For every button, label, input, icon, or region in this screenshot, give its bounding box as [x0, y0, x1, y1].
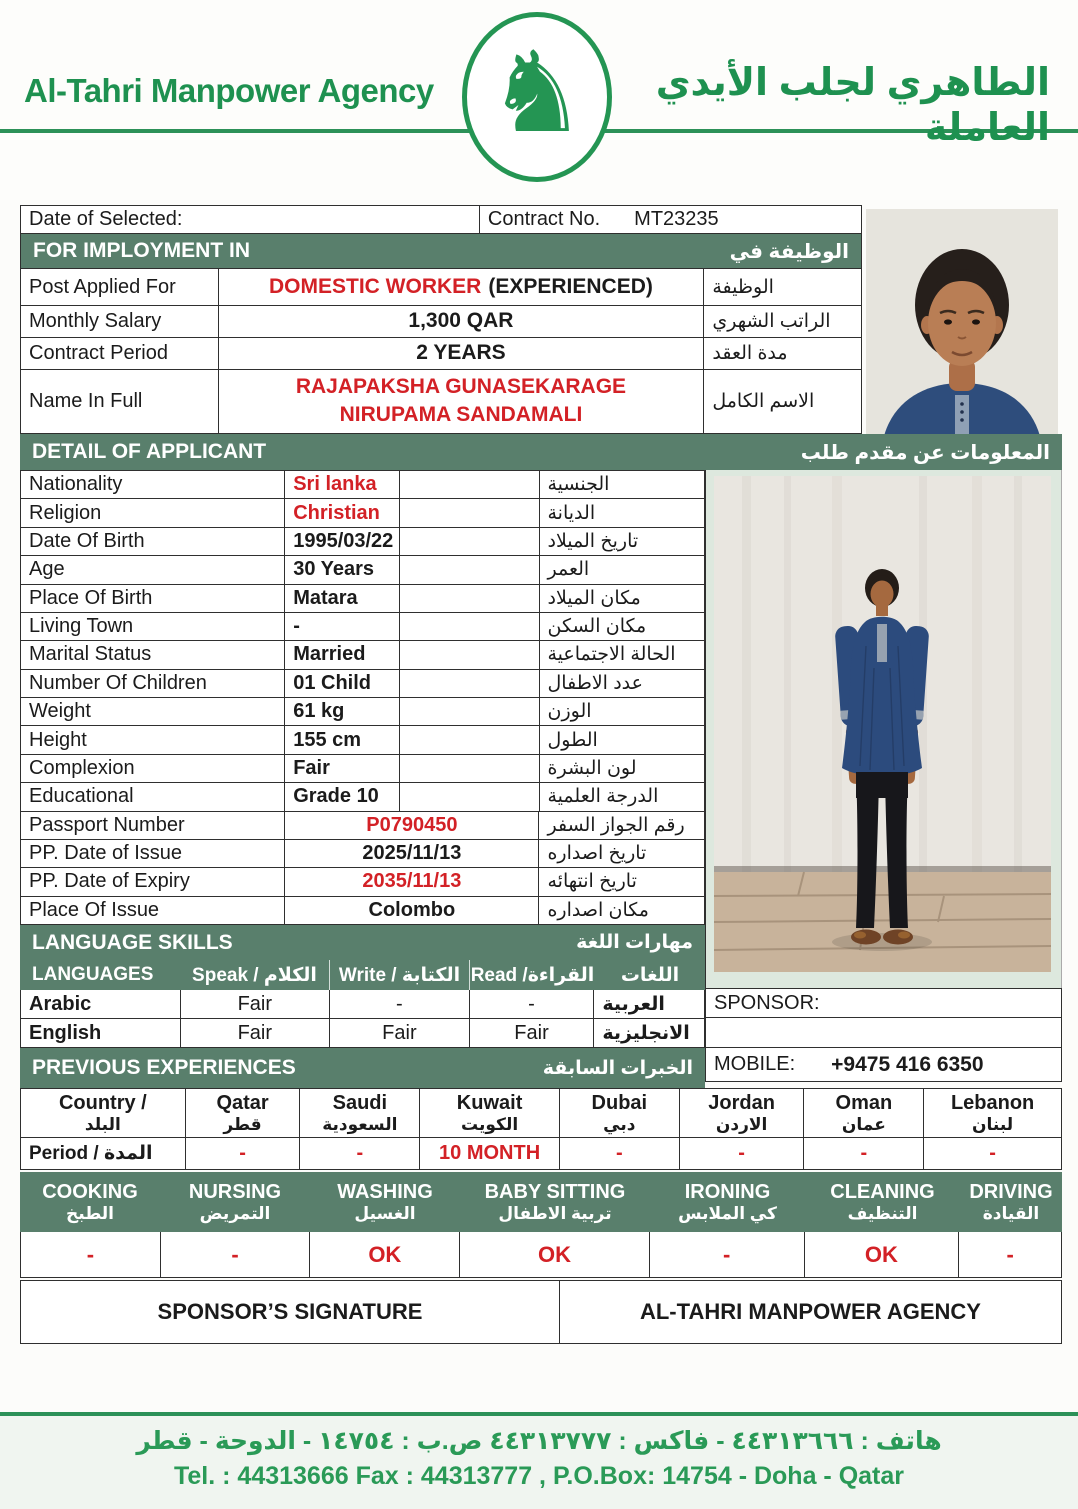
skill-value: OK	[460, 1232, 650, 1277]
skill-nursing	[160, 1172, 310, 1232]
language-section-band	[20, 925, 705, 960]
experience-table	[20, 1088, 1062, 1170]
employment-table	[20, 205, 862, 434]
details-section-title-ar: المعلومات عن مقدم طلب	[800, 441, 1050, 464]
contract-period-value: 2 YEARS	[219, 338, 705, 369]
skill-ar: تربية الاطفال	[498, 1203, 612, 1223]
post-label-ar: الوظيفة	[712, 276, 774, 298]
post-value-red: DOMESTIC WORKER	[269, 275, 482, 299]
skill-en: WASHING	[337, 1180, 433, 1203]
full-name-value	[219, 370, 705, 433]
period-value: -	[989, 1141, 996, 1164]
detail-value: Grade 10	[285, 783, 400, 810]
detail-value: 2025/11/13	[285, 840, 539, 867]
detail-row	[21, 698, 704, 726]
country-en: Saudi	[332, 1091, 388, 1114]
detail-empty	[400, 641, 540, 668]
skill-ar: الطبخ	[66, 1203, 114, 1223]
detail-value: 30 Years	[285, 556, 400, 583]
salary-row	[21, 306, 861, 338]
detail-label-ar: تاريخ اصداره	[547, 843, 647, 865]
footer-contact-en: Tel. : 44313666 Fax : 44313777 , P.O.Box: 14754 - Doha - Qatar	[173, 1462, 905, 1490]
skill-washing	[310, 1172, 460, 1232]
full-name-label: Name In Full	[21, 370, 219, 433]
experience-country-saudi	[300, 1089, 420, 1137]
detail-row	[21, 585, 704, 613]
language-section-title-en: LANGUAGE SKILLS	[32, 930, 233, 954]
detail-value: -	[285, 613, 400, 640]
detail-value: Sri lanka	[285, 471, 400, 498]
skill-value: -	[21, 1232, 161, 1277]
skills-header-row	[20, 1172, 1062, 1232]
detail-empty	[400, 471, 540, 498]
experience-country-label	[21, 1089, 186, 1137]
skill-value: -	[161, 1232, 311, 1277]
sponsor-empty-box	[705, 1018, 1062, 1048]
contract-label: Contract No.	[487, 207, 601, 230]
experience-section-title-ar: الخبرات السابقة	[542, 1057, 693, 1079]
full-name-label-ar: الاسم الكامل	[712, 390, 815, 412]
detail-row	[21, 783, 704, 811]
detail-value: Colombo	[285, 897, 539, 924]
detail-label-ar: الوزن	[547, 701, 592, 723]
skill-cooking	[20, 1172, 160, 1232]
detail-label-ar: تاريخ الميلاد	[547, 530, 639, 552]
detail-empty	[400, 783, 540, 810]
skill-ar: الغسيل	[354, 1203, 416, 1223]
language-read: Fair	[470, 1019, 595, 1047]
period-value: -	[680, 1138, 805, 1169]
experience-period-row	[21, 1138, 1061, 1169]
detail-label-ar: مكان السكن	[547, 616, 647, 638]
detail-label-ar: مكان اصداره	[547, 899, 649, 921]
skill-babysitting	[460, 1172, 650, 1232]
detail-label-ar: الحالة الاجتماعية	[547, 644, 676, 666]
date-selected-label: Date of Selected:	[21, 206, 480, 233]
employment-section-band	[21, 234, 861, 270]
skill-en: BABY SITTING	[484, 1180, 626, 1203]
language-name: Arabic	[21, 990, 181, 1018]
detail-label: Height	[21, 726, 285, 753]
country-en: Qatar	[216, 1091, 269, 1114]
post-value	[219, 269, 705, 305]
sponsor-label: SPONSOR:	[714, 991, 820, 1014]
detail-value: Married	[285, 641, 400, 668]
detail-label: Passport Number	[21, 812, 285, 839]
country-ar: الاردن	[715, 1114, 768, 1134]
detail-row	[21, 755, 704, 783]
language-name: English	[21, 1019, 181, 1047]
horse-head-icon: ♞	[486, 28, 588, 158]
details-section-title-en: DETAIL OF APPLICANT	[32, 440, 267, 463]
detail-label: Living Town	[21, 613, 285, 640]
detail-row	[21, 812, 704, 840]
skill-en: DRIVING	[969, 1180, 1053, 1203]
detail-row	[21, 868, 704, 896]
footer-divider-line	[0, 1412, 1078, 1416]
language-write: -	[330, 990, 470, 1018]
detail-row	[21, 471, 704, 499]
contract-period-row	[21, 338, 861, 370]
skill-ar: كي الملابس	[678, 1203, 777, 1223]
detail-row	[21, 726, 704, 754]
country-ar: قطر	[223, 1114, 262, 1134]
language-header-languages: LANGUAGES	[32, 964, 154, 985]
detail-label-ar: لون البشرة	[547, 757, 637, 779]
skill-value: -	[1006, 1241, 1014, 1267]
agency-name-ar: الطاهري لجلب الأيدي العاملة	[655, 62, 1050, 149]
detail-value: 155 cm	[285, 726, 400, 753]
skill-driving	[960, 1172, 1062, 1232]
period-value: -	[804, 1138, 924, 1169]
detail-row	[21, 613, 704, 641]
language-table	[20, 990, 705, 1048]
country-ar: السعودية	[322, 1114, 398, 1134]
detail-empty	[400, 670, 540, 697]
period-value: -	[560, 1138, 680, 1169]
detail-label: Educational	[21, 783, 285, 810]
detail-label: Weight	[21, 698, 285, 725]
experience-country-dubai	[560, 1089, 680, 1137]
letterhead	[0, 0, 1078, 200]
skill-ar: التمريض	[199, 1203, 271, 1223]
detail-label: Religion	[21, 499, 285, 526]
language-header-ar: اللغات	[620, 964, 680, 986]
detail-row	[21, 840, 704, 868]
skill-en: NURSING	[188, 1180, 282, 1203]
detail-label: Place Of Birth	[21, 585, 285, 612]
language-header-read: Read /القراءة	[470, 964, 595, 986]
detail-value: P0790450	[285, 812, 539, 839]
applicant-headshot-photo	[866, 209, 1058, 436]
country-en: Lebanon	[950, 1091, 1035, 1114]
language-header-speak: Speak / الكلام	[180, 960, 330, 990]
country-en: Dubai	[591, 1091, 648, 1114]
detail-value: 61 kg	[285, 698, 400, 725]
language-speak: Fair	[181, 990, 331, 1018]
detail-empty	[400, 726, 540, 753]
salary-label: Monthly Salary	[21, 306, 219, 337]
detail-value: 1995/03/22	[285, 528, 400, 555]
contract-period-label-ar: مدة العقد	[712, 342, 788, 364]
detail-label: Number Of Children	[21, 670, 285, 697]
language-section-title-ar: مهارات اللغة	[576, 932, 693, 953]
experience-country-header-row	[21, 1089, 1061, 1138]
language-speak: Fair	[181, 1019, 331, 1047]
post-row	[21, 269, 861, 306]
skill-ironing	[650, 1172, 805, 1232]
selected-contract-row	[21, 206, 861, 234]
skill-ar: القيادة	[982, 1203, 1040, 1223]
country-en: Kuwait	[456, 1091, 523, 1114]
detail-label-ar: الدرجة العلمية	[547, 786, 659, 808]
agency-signature-label: AL-TAHRI MANPOWER AGENCY	[639, 1299, 981, 1324]
mobile-value: +9475 416 6350	[831, 1052, 984, 1076]
country-ar: لبنان	[972, 1114, 1014, 1134]
language-header-write: Write / الكتابة	[330, 960, 470, 990]
salary-value: 1,300 QAR	[219, 306, 705, 337]
detail-empty	[400, 499, 540, 526]
applicant-fullbody-photo	[705, 470, 1062, 988]
detail-label: PP. Date of Issue	[21, 840, 285, 867]
detail-label: Complexion	[21, 755, 285, 782]
detail-label-ar: الديانة	[547, 502, 596, 524]
skill-cleaning	[805, 1172, 960, 1232]
footer-contact-ar: هاتف : ٤٤٣١٣٦٦٦ - فاكس : ٤٤٣١٣٧٧٧ ص.ب : ١٤٧٥٤ - الدوحة - قطر	[136, 1427, 942, 1455]
country-ar: الكويت	[461, 1114, 519, 1134]
detail-row	[21, 556, 704, 584]
contract-value: MT23235	[634, 207, 719, 230]
contract-cell	[480, 206, 861, 233]
detail-value: 01 Child	[285, 670, 400, 697]
period-value: -	[186, 1138, 301, 1169]
skill-ar: التنظيف	[847, 1203, 918, 1223]
period-label: Period / المدة	[21, 1138, 186, 1169]
full-name-line2: NIRUPAMA SANDAMALI	[339, 403, 583, 427]
salary-label-ar: الراتب الشهري	[712, 310, 831, 332]
detail-label-ar: تاريخ انتهائه	[547, 871, 637, 893]
detail-value: Christian	[285, 499, 400, 526]
experience-country-lebanon	[924, 1089, 1061, 1137]
experience-country-qatar	[186, 1089, 301, 1137]
post-value-black: (EXPERIENCED)	[488, 275, 653, 299]
detail-value: Fair	[285, 755, 400, 782]
experience-country-jordan	[680, 1089, 805, 1137]
agency-name-en: Al-Tahri Manpower Agency	[24, 72, 434, 109]
detail-label: Place Of Issue	[21, 897, 285, 924]
language-write: Fair	[330, 1019, 470, 1047]
detail-empty	[400, 556, 540, 583]
footer	[0, 1412, 1078, 1509]
full-name-line1: RAJAPAKSHA GUNASEKARAGE	[295, 374, 627, 398]
detail-value: Matara	[285, 585, 400, 612]
detail-label-ar: الطول	[547, 729, 598, 751]
detail-label: PP. Date of Expiry	[21, 868, 285, 895]
contract-period-label: Contract Period	[21, 338, 219, 369]
skill-en: CLEANING	[830, 1180, 935, 1203]
detail-row	[21, 670, 704, 698]
detail-label-ar: رقم الجواز السفر	[547, 814, 685, 836]
sponsor-box	[705, 988, 1062, 1018]
language-row-english	[21, 1019, 704, 1047]
detail-label: Nationality	[21, 471, 285, 498]
experience-country-oman	[804, 1089, 924, 1137]
detail-row	[21, 897, 704, 924]
skill-value: OK	[805, 1232, 960, 1277]
country-label-en: Country /	[58, 1091, 147, 1114]
country-label-ar: البلد	[84, 1114, 121, 1134]
skill-en: IRONING	[684, 1180, 771, 1203]
detail-empty	[400, 613, 540, 640]
experience-country-kuwait	[420, 1089, 560, 1137]
employment-section-title-en: FOR IMPLOYMENT IN	[33, 239, 250, 263]
detail-empty	[400, 585, 540, 612]
period-value: -	[300, 1138, 420, 1169]
skill-en: COOKING	[42, 1180, 138, 1203]
signature-row	[20, 1280, 1062, 1344]
country-ar: دبي	[603, 1114, 636, 1134]
details-section-band	[20, 434, 1062, 470]
employment-section-title-ar: الوظيفة في	[729, 240, 849, 263]
detail-empty	[400, 698, 540, 725]
skills-values-row	[20, 1232, 1062, 1278]
detail-label: Date Of Birth	[21, 528, 285, 555]
language-name-ar: الانجليزية	[602, 1022, 690, 1044]
detail-empty	[400, 755, 540, 782]
detail-row	[21, 499, 704, 527]
full-name-row	[21, 370, 861, 433]
skill-value: OK	[310, 1232, 460, 1277]
detail-label-ar: الجنسية	[547, 474, 610, 496]
detail-row	[21, 528, 704, 556]
detail-label: Age	[21, 556, 285, 583]
post-label: Post Applied For	[21, 269, 219, 305]
language-read: -	[470, 990, 595, 1018]
agency-logo	[462, 12, 612, 182]
sponsor-signature-label: SPONSOR’S SIGNATURE	[21, 1281, 560, 1343]
detail-row	[21, 641, 704, 669]
country-en: Oman	[835, 1091, 893, 1114]
detail-label-ar: مكان الميلاد	[547, 587, 641, 609]
details-table	[20, 470, 705, 925]
detail-label: Marital Status	[21, 641, 285, 668]
country-ar: عمان	[841, 1114, 886, 1134]
detail-label-ar: العمر	[547, 559, 590, 581]
mobile-label: MOBILE:	[714, 1053, 796, 1075]
language-name-ar: العربية	[602, 993, 665, 1015]
country-en: Jordan	[708, 1091, 775, 1114]
detail-empty	[400, 528, 540, 555]
experience-section-band	[20, 1048, 705, 1088]
experience-section-title-en: PREVIOUS EXPERIENCES	[32, 1056, 296, 1079]
mobile-box	[705, 1048, 1062, 1082]
language-row-arabic	[21, 990, 704, 1019]
skill-value: -	[650, 1232, 805, 1277]
language-header-row	[20, 960, 705, 990]
detail-value: 2035/11/13	[285, 868, 539, 895]
detail-label-ar: عدد الاطفال	[547, 672, 643, 694]
period-value: 10 MONTH	[420, 1138, 560, 1169]
